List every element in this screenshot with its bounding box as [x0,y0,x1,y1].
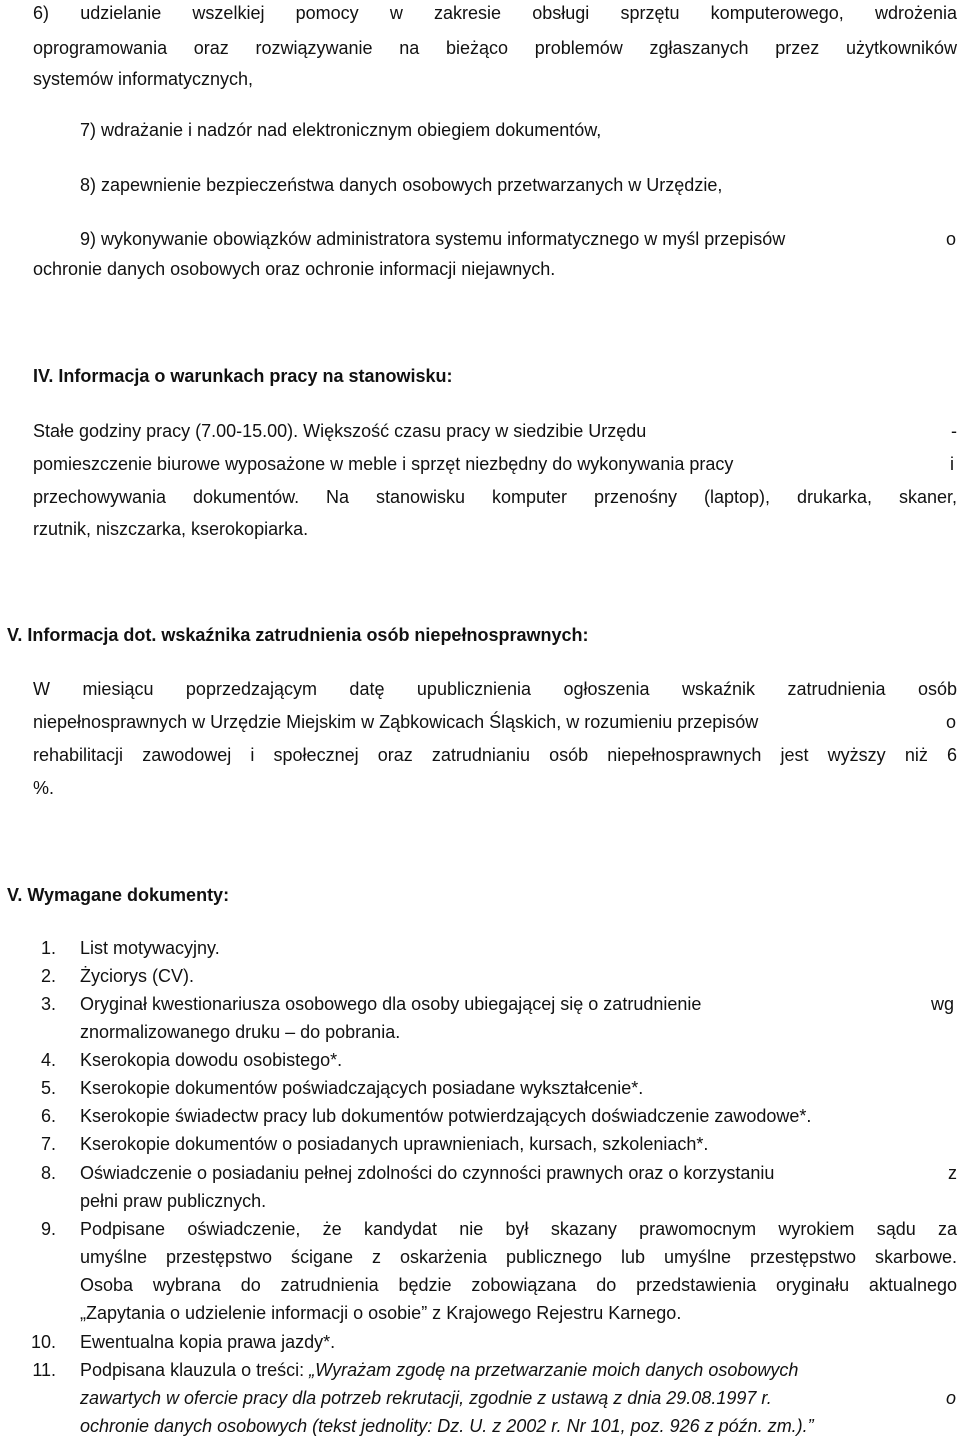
duty-item-6-line-2: oprogramowania oraz rozwiązywanie na bieżąco problemów zgłaszanych przez użytkowników [33,38,957,58]
duty-item-9-line-2: ochronie danych osobowych oraz ochronie informacji niejawnych. [33,259,556,279]
section-iv-line-2-end: i [950,454,954,474]
section-iv-line-4: rzutnik, niszczarka, kserokopiarka. [33,519,309,539]
duty-item-8: 8) zapewnienie bezpieczeństwa danych osobowych przetwarzanych w Urzędzie, [80,175,723,195]
doc-item-number: 6. [40,1106,56,1126]
section-iv-line-1: Stałe godziny pracy (7.00-15.00). Większość czasu pracy w siedzibie Urzędu [33,421,647,441]
consent-clause-start: „Wyrażam zgodę na przetwarzanie moich danych osobowych [309,1360,799,1380]
duty-item-6-line-3: systemów informatycznych, [33,69,254,89]
section-iv-heading: IV. Informacja o warunkach pracy na stanowisku: [33,366,453,386]
section-v-disability-heading: V. Informacja dot. wskaźnika zatrudnienia osób niepełnosprawnych: [7,625,589,645]
doc-item-number: 2. [40,966,56,986]
doc-item-text: znormalizowanego druku – do pobrania. [80,1022,401,1042]
doc-item-text: „Zapytania o udzielenie informacji o osobie” z Krajowego Rejestru Karnego. [80,1303,682,1323]
doc-item-number: 11. [32,1360,56,1380]
doc-item-text-end: z [948,1163,957,1183]
section-v-disability-line-1: W miesiącu poprzedzającym datę upublicznienia ogłoszenia wskaźnik zatrudnienia osób [33,679,957,699]
doc-item-number: 5. [40,1078,56,1098]
doc-item-text: Ewentualna kopia prawa jazdy*. [80,1332,336,1352]
section-v-disability-line-2: niepełnosprawnych w Urzędzie Miejskim w Ząbkowicach Śląskich, w rozumieniu przepisów [33,712,759,732]
doc-item-number: 4. [40,1050,56,1070]
duty-item-6-line-1: 6) udzielanie wszelkiej pomocy w zakresie obsługi sprzętu komputerowego, wdrożenia [33,3,957,23]
doc-item-number: 8. [40,1163,56,1183]
doc-item-number: 3. [40,994,56,1014]
doc-item-number: 1. [40,938,56,958]
section-v-documents-heading: V. Wymagane dokumenty: [7,885,230,905]
doc-item-text: Oryginał kwestionariusza osobowego dla osoby ubiegającej się o zatrudnienie [80,994,702,1014]
doc-item-number: 7. [40,1134,56,1154]
section-iv-line-1-end: - [951,421,957,441]
section-v-disability-line-2-end: o [946,712,957,732]
consent-clause-line-3: ochronie danych osobowych (tekst jednolity: Dz. U. z 2002 r. Nr 101, poz. 926 z późn. zm.).” [80,1416,814,1436]
section-iv-line-2: pomieszczenie biurowe wyposażone w meble i sprzęt niezbędny do wykonywania pracy [33,454,734,474]
doc-item-text: Kserokopie dokumentów poświadczających posiadane wykształcenie*. [80,1078,644,1098]
duty-item-7: 7) wdrażanie i nadzór nad elektronicznym obiegiem dokumentów, [80,120,602,140]
section-v-disability-line-3: rehabilitacji zawodowej i społecznej oraz zatrudnianiu osób niepełnosprawnych jest wyższy niż 6 [33,745,957,765]
doc-item-text: Kserokopia dowodu osobistego*. [80,1050,343,1070]
section-iv-line-3: przechowywania dokumentów. Na stanowisku komputer przenośny (laptop), drukarka, skaner, [33,487,957,507]
doc-item-text [80,1359,798,1381]
duty-item-9-line-1: 9) wykonywanie obowiązków administratora systemu informatycznego w myśl przepisów [80,229,786,249]
doc-item-text: Oświadczenie o posiadaniu pełnej zdolności do czynności prawnych oraz o korzystaniu [80,1163,775,1183]
section-v-disability-line-4: %. [33,778,55,798]
consent-clause-line-2: zawartych w ofercie pracy dla potrzeb rekrutacji, zgodnie z ustawą z dnia 29.08.1997 r. [80,1388,772,1408]
doc-item-text: Życiorys (CV). [80,966,194,986]
doc-item-text-end: wg [931,994,955,1014]
doc-item-text: umyślne przestępstwo ścigane z oskarżenia publicznego lub umyślne przestępstwo skarbowe. [80,1247,957,1267]
consent-clause-line-2-end: o [946,1388,957,1408]
doc-item-text: Osoba wybrana do zatrudnienia będzie zobowiązana do przedstawienia oryginału aktualnego [80,1275,957,1295]
doc-item-text: Kserokopie dokumentów o posiadanych uprawnieniach, kursach, szkoleniach*. [80,1134,709,1154]
doc-item-text: pełni praw publicznych. [80,1191,267,1211]
doc-item-text: Podpisane oświadczenie, że kandydat nie był skazany prawomocnym wyrokiem sądu za [80,1219,957,1239]
duty-item-9-line-1-end: o [946,229,957,249]
doc-item-text: List motywacyjny. [80,938,220,958]
doc-item-text: Kserokopie świadectw pracy lub dokumentów potwierdzających doświadczenie zawodowe*. [80,1106,812,1126]
doc-item-number: 10. [30,1332,56,1352]
doc-item-text-plain: Podpisana klauzula o treści: [80,1360,310,1380]
doc-item-number: 9. [40,1219,56,1239]
